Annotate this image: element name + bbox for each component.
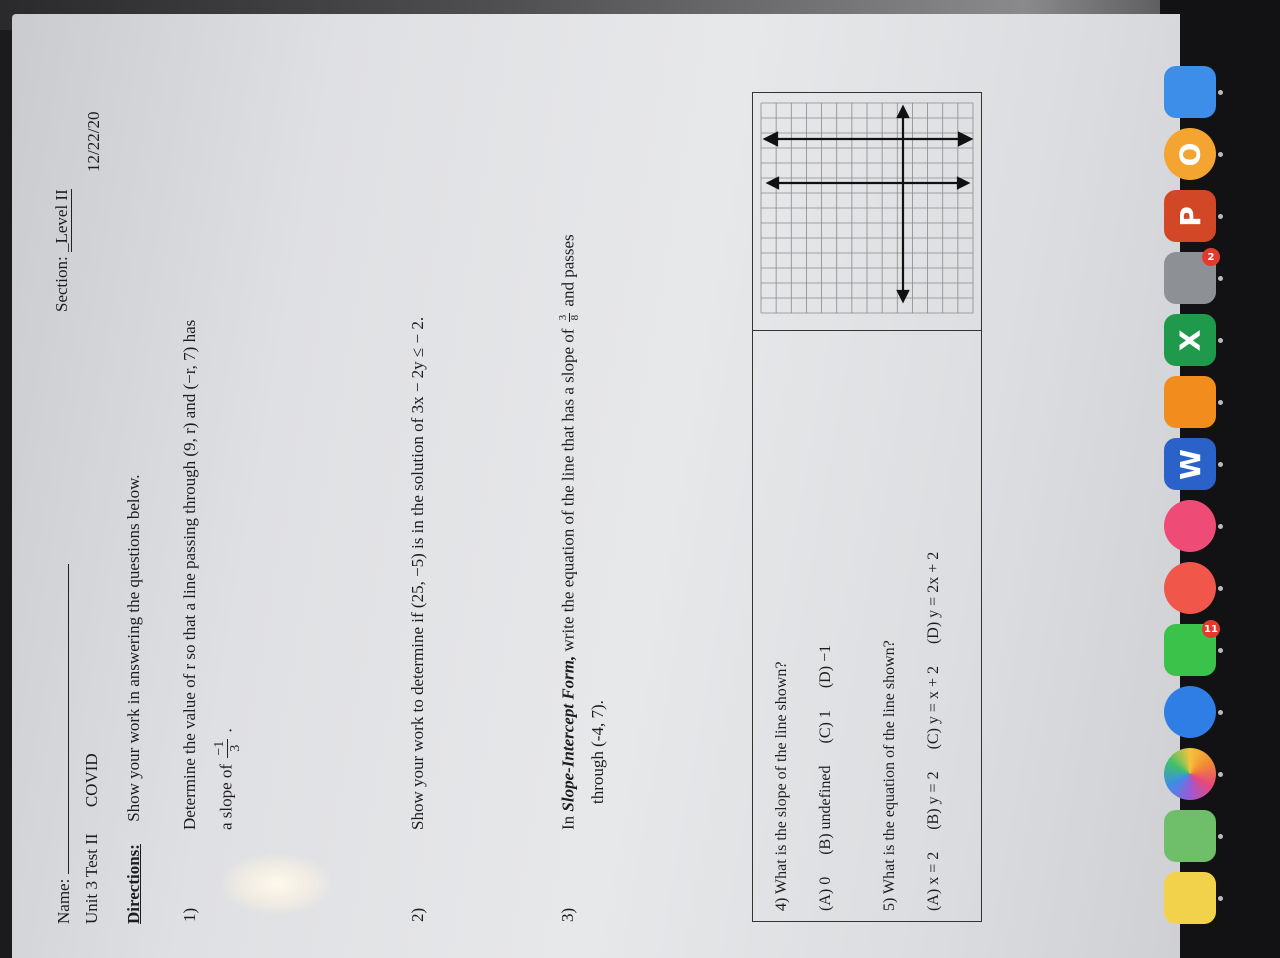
line-arrow-top [765, 133, 777, 145]
fraction-numerator: −1 [212, 740, 227, 756]
choice-a: (A) x = 2 [925, 851, 942, 911]
running-indicator [1218, 214, 1223, 219]
running-indicator [1218, 400, 1223, 405]
question-2-number: 2) [408, 907, 427, 922]
slope-fraction-2 [558, 313, 581, 323]
excel-glyph: X [1173, 329, 1207, 351]
test-page [12, 12, 1152, 952]
question-1-number: 1) [180, 907, 199, 922]
question-1-slope-suffix: . [216, 728, 236, 733]
question-3-text [558, 234, 581, 830]
question-1-slope [212, 728, 243, 830]
running-indicator [1218, 586, 1223, 591]
test-note: COVID [82, 753, 101, 808]
settings-icon[interactable] [1164, 252, 1216, 304]
fraction-denominator: 3 [228, 744, 243, 752]
question-3-middle: write the equation of the line that has a slope of [558, 328, 578, 652]
name-blank [52, 564, 69, 874]
y-axis-arrow-bottom [958, 178, 968, 188]
choice-d: (D) y = 2x + 2 [925, 551, 942, 645]
test-title [82, 753, 102, 924]
x-axis-arrow-left [898, 291, 908, 301]
choice-b: (B) y = 2 [925, 771, 942, 830]
box-divider [753, 330, 981, 331]
running-indicator [1218, 710, 1223, 715]
running-indicator [1218, 276, 1223, 281]
question-1-slope-prefix: a slope of [216, 763, 236, 830]
onenote-glyph: O [1173, 142, 1207, 166]
notes-icon[interactable] [1164, 872, 1216, 924]
question-3-prefix: In [558, 815, 578, 830]
choice-b: (B) undefined [817, 765, 834, 855]
word-glyph: W [1173, 448, 1207, 480]
powerpoint-icon[interactable] [1164, 190, 1216, 242]
choice-c: (C) y = x + 2 [925, 666, 942, 750]
coordinate-graph [753, 96, 981, 321]
x-axis-arrow-right [898, 107, 908, 117]
question-4-prompt: 4) What is the slope of the line shown? [773, 661, 790, 911]
music-icon[interactable] [1164, 500, 1216, 552]
running-indicator [1218, 152, 1223, 157]
facetime-icon[interactable] [1164, 624, 1216, 676]
onenote-icon[interactable] [1164, 128, 1216, 180]
notification-badge: 11 [1202, 620, 1220, 638]
y-axis-arrow-top [768, 178, 778, 188]
question-2-text: Show your work to determine if (25, −5) is in the solution of 3x − 2y ≤ − 2. [408, 316, 427, 830]
running-indicator [1218, 462, 1223, 467]
safari-icon[interactable] [1164, 686, 1216, 738]
section-value: _Level II [52, 189, 71, 253]
name-label: Name: [54, 878, 73, 924]
section-label: Section: [52, 256, 71, 312]
question-1-text: Determine the value of r so that a line passing through (9, r) and (−r, 7) has [180, 319, 199, 830]
multiple-choice-box [752, 92, 982, 922]
question-3-suffix: and passes [558, 234, 578, 307]
maps-icon[interactable] [1164, 810, 1216, 862]
running-indicator [1218, 648, 1223, 653]
name-line [52, 564, 74, 924]
notification-badge: 2 [1202, 248, 1220, 266]
line-arrow-bottom [959, 133, 971, 145]
question-5-choices [925, 552, 943, 911]
directions [124, 474, 144, 924]
question-3-emphasis: Slope-Intercept Form, [558, 655, 578, 812]
finder-icon[interactable] [1164, 66, 1216, 118]
question-5-prompt: 5) What is the equation of the line shown? [881, 640, 898, 911]
excel-icon[interactable] [1164, 314, 1216, 366]
directions-label: Directions: [124, 844, 143, 924]
test-date: 12/22/20 [84, 111, 103, 172]
running-indicator [1218, 772, 1223, 777]
fraction-denominator: 8 [569, 314, 581, 321]
test-title-text: Unit 3 Test II [82, 833, 101, 924]
fraction-numerator: 3 [557, 314, 569, 321]
running-indicator [1218, 90, 1223, 95]
news-icon[interactable] [1164, 562, 1216, 614]
graph-grid [761, 103, 973, 313]
section-line [52, 189, 72, 312]
choice-d: (D) −1 [817, 644, 834, 689]
question-3-line2: through (-4, 7). [588, 700, 607, 804]
photos-icon[interactable] [1164, 748, 1216, 800]
word-icon[interactable] [1164, 438, 1216, 490]
question-4-choices [817, 645, 835, 911]
powerpoint-glyph: P [1173, 205, 1207, 227]
slope-fraction [212, 739, 243, 758]
choice-c: (C) 1 [817, 710, 834, 744]
question-3-number: 3) [558, 907, 577, 922]
running-indicator [1218, 524, 1223, 529]
running-indicator [1218, 834, 1223, 839]
choice-a: (A) 0 [817, 876, 834, 911]
running-indicator [1218, 338, 1223, 343]
books-icon[interactable] [1164, 376, 1216, 428]
directions-text: Show your work in answering the questions below. [124, 474, 143, 822]
running-indicator [1218, 896, 1223, 901]
